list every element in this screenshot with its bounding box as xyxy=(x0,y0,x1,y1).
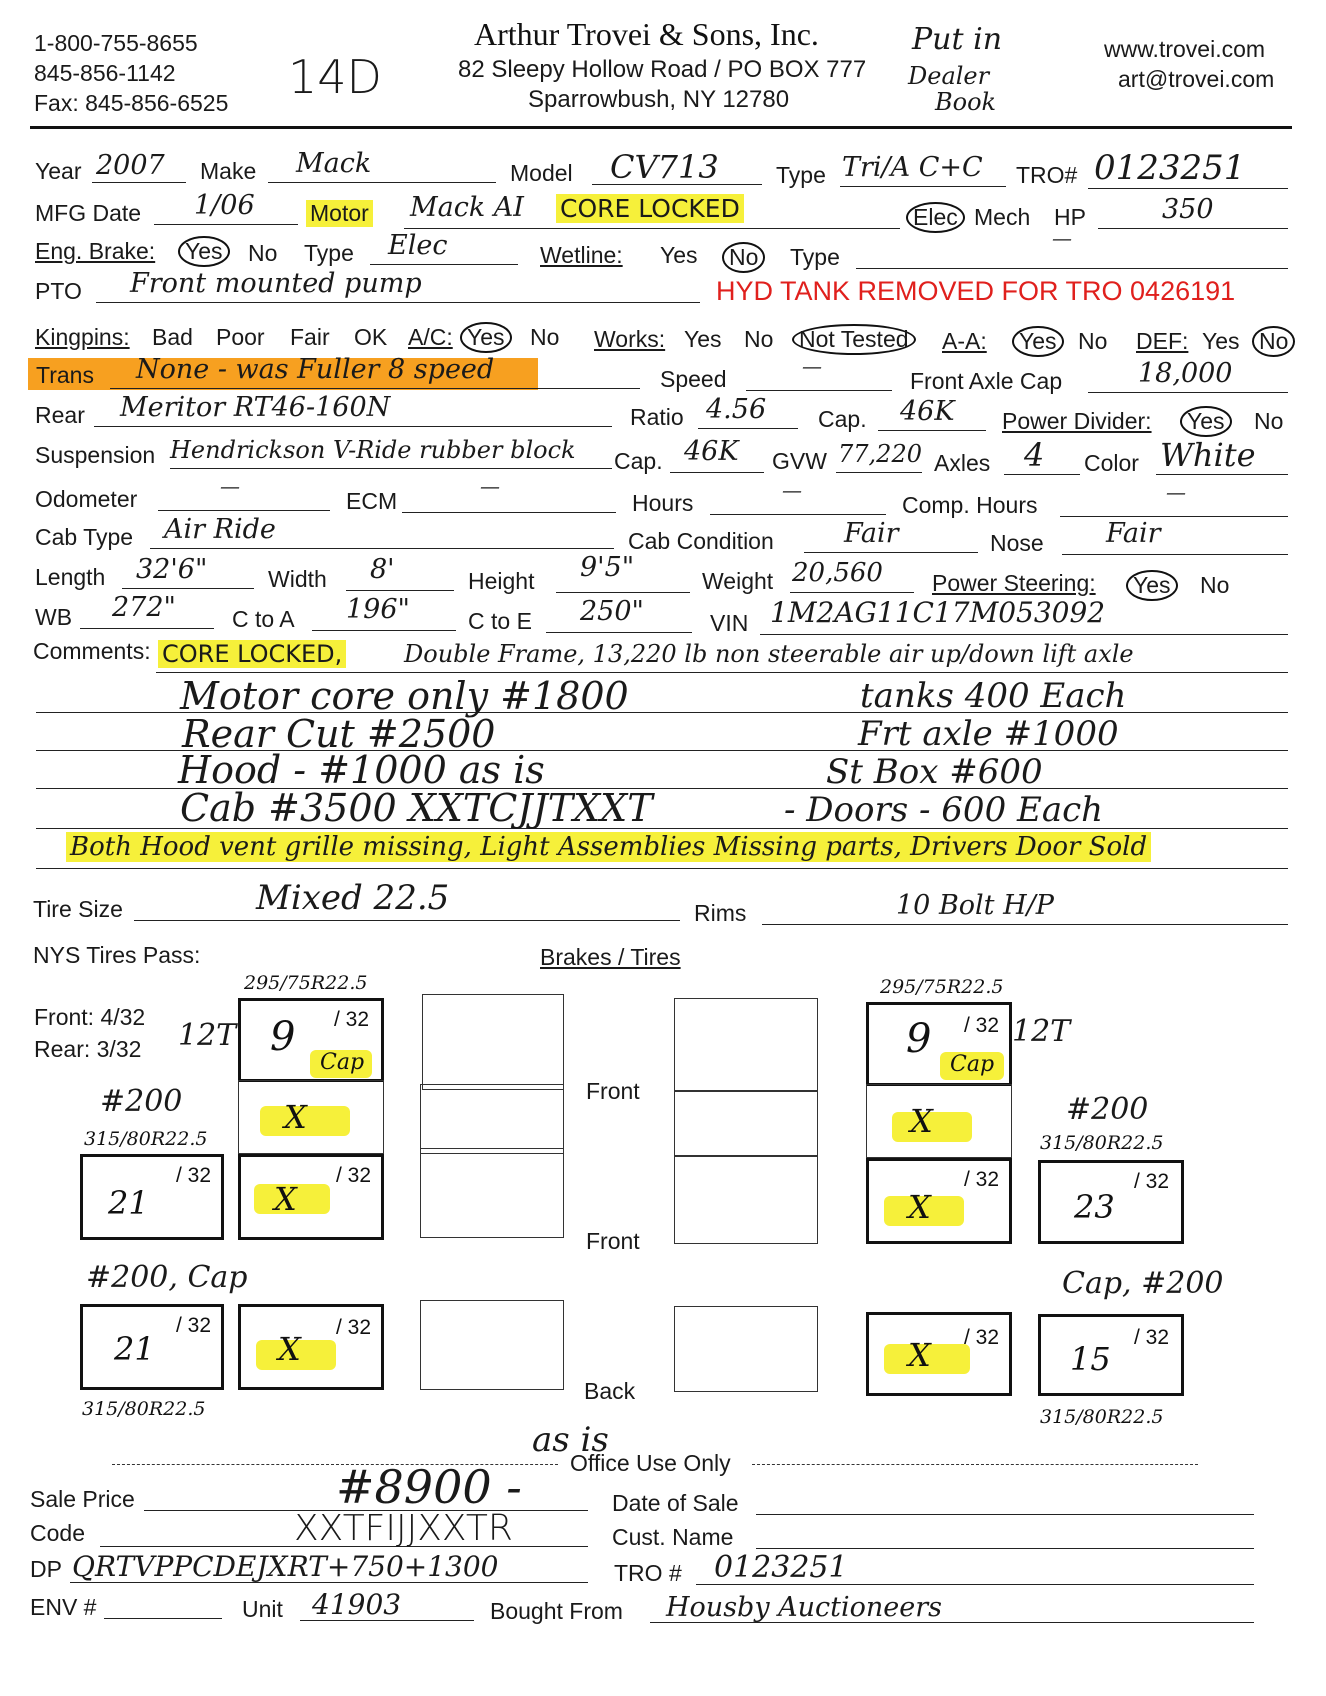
trans-line xyxy=(110,388,640,389)
comment-motor-core: Motor core only #1800 xyxy=(180,674,629,718)
axles-value: 4 xyxy=(1024,436,1045,474)
ratio-label: Ratio xyxy=(630,404,684,430)
comp-hours-value: — xyxy=(1166,480,1186,504)
aa-no: No xyxy=(1078,328,1108,354)
type-label: Type xyxy=(776,162,826,188)
header-divider xyxy=(30,126,1292,129)
center-right-top-box xyxy=(674,998,818,1092)
lf-tire-tread: 9 xyxy=(270,1014,296,1060)
nose-label: Nose xyxy=(990,530,1044,556)
kingpins-label: Kingpins: xyxy=(35,324,130,350)
left-inner-1-per32: / 32 xyxy=(336,1164,372,1187)
front-axle-cap-label: Front Axle Cap xyxy=(910,368,1063,394)
code-value: XXTFIJJXXTR xyxy=(294,1508,513,1549)
power-divider-yes-circled: Yes xyxy=(1180,406,1232,437)
height-line xyxy=(556,592,690,593)
rear-pass-label: Rear: 3/32 xyxy=(34,1036,142,1062)
tro-line xyxy=(1088,188,1288,189)
tire-size-line xyxy=(134,920,680,921)
odometer-value: — xyxy=(220,474,240,498)
stock-code: 14D xyxy=(288,50,382,104)
wb-value: 272" xyxy=(112,592,176,623)
type-line xyxy=(840,186,1006,187)
front-axle-cap-line xyxy=(1088,392,1288,393)
note-dealer: Dealer xyxy=(908,62,990,90)
motor-line xyxy=(404,228,900,229)
power-divider-no: No xyxy=(1254,408,1284,434)
rf-tire-size: 295/75R22.5 xyxy=(880,976,1004,998)
color-value: White xyxy=(1160,436,1256,474)
lf-tire-size: 295/75R22.5 xyxy=(244,972,368,994)
hp-line xyxy=(1098,228,1288,229)
make-line xyxy=(268,182,496,183)
power-divider-label: Power Divider: xyxy=(1002,408,1152,434)
front-pass-label: Front: 4/32 xyxy=(34,1004,146,1030)
phone-number-1: 1-800-755-8655 xyxy=(34,30,198,56)
size-left-2: 315/80R22.5 xyxy=(82,1398,206,1420)
comments-label: Comments: xyxy=(33,638,151,664)
email: art@trovei.com xyxy=(1118,66,1275,92)
length-label: Length xyxy=(35,564,106,590)
brakes-tires-label: Brakes / Tires xyxy=(540,944,681,970)
kingpins-poor: Poor xyxy=(216,324,265,350)
left-inner-2-per32: / 32 xyxy=(336,1316,372,1339)
cab-type-label: Cab Type xyxy=(35,524,134,550)
comment-st-box: St Box #600 xyxy=(826,752,1043,792)
wetline-type-line xyxy=(856,268,1288,269)
left-outer-tire-2-tread: 21 xyxy=(114,1330,155,1368)
pto-line xyxy=(96,302,700,303)
eng-brake-yes-circled: Yes xyxy=(178,236,230,267)
env-label: ENV # xyxy=(30,1594,97,1620)
cab-condition-line xyxy=(804,552,978,553)
left-outer-tire-1-tread: 21 xyxy=(108,1184,149,1222)
trans-label: Trans xyxy=(36,362,94,388)
ecm-label: ECM xyxy=(346,488,398,514)
wb-label: WB xyxy=(35,604,73,630)
comment-tanks: tanks 400 Each xyxy=(860,676,1127,716)
sale-price-value: #8900 - xyxy=(336,1460,522,1514)
rf-per32: / 32 xyxy=(964,1014,1000,1037)
tro-label: TRO# xyxy=(1016,162,1078,188)
works-not-tested-circled: Not Tested xyxy=(792,324,916,355)
tro-hash-value: 0123251 xyxy=(714,1550,848,1585)
rear-cap-label: Cap. xyxy=(818,406,867,432)
center-left-drive-box xyxy=(420,1148,564,1238)
vin-value: 1M2AG11C17M053092 xyxy=(770,596,1106,629)
left-inner-tire-1-x: X xyxy=(274,1180,297,1218)
tire-size-value: Mixed 22.5 xyxy=(256,878,450,918)
height-label: Height xyxy=(468,568,535,594)
color-line xyxy=(1156,474,1288,475)
unit-value: 41903 xyxy=(312,1588,402,1621)
eng-brake-type-label: Type xyxy=(304,240,354,266)
cab-condition-value: Fair xyxy=(844,518,899,549)
left-inner-tire-2-x: X xyxy=(278,1330,301,1368)
wetline-yes: Yes xyxy=(660,242,698,268)
kingpins-ok: OK xyxy=(354,324,388,350)
comp-hours-line xyxy=(1060,516,1288,517)
nose-line xyxy=(1062,554,1288,555)
ratio-line xyxy=(698,428,798,429)
suspension-cap-label: Cap. xyxy=(614,448,663,474)
comment-rear-cut: Rear Cut #2500 xyxy=(182,712,496,756)
sale-note-as-is: as is xyxy=(532,1420,609,1460)
mfg-date-label: MFG Date xyxy=(35,200,142,226)
speed-line xyxy=(746,390,892,391)
suspension-label: Suspension xyxy=(35,442,156,468)
eng-brake-type-value: Elec xyxy=(388,230,448,261)
cab-type-value: Air Ride xyxy=(164,514,276,545)
hours-line xyxy=(710,514,886,515)
vin-label: VIN xyxy=(710,610,749,636)
center-left-mid-box xyxy=(420,1084,564,1154)
cab-type-line xyxy=(150,548,614,549)
cab-condition-label: Cab Condition xyxy=(628,528,774,554)
dp-label: DP xyxy=(30,1556,62,1582)
comments-line-1 xyxy=(156,672,1288,673)
fax-number: Fax: 845-856-6525 xyxy=(34,90,229,116)
comment-front-axle: Frt axle #1000 xyxy=(858,714,1119,754)
model-value: CV713 xyxy=(610,148,719,186)
code-label: Code xyxy=(30,1520,85,1546)
aa-label: A-A: xyxy=(942,328,987,354)
company-name: Arthur Trovei & Sons, Inc. xyxy=(474,16,819,52)
right-inner-1-per32: / 32 xyxy=(964,1168,1000,1191)
mfg-date-value: 1/06 xyxy=(194,190,255,221)
rear-label: Rear xyxy=(35,402,85,428)
right-outer-1-per32: / 32 xyxy=(1134,1170,1170,1193)
def-no-circled: No xyxy=(1252,326,1295,357)
wb-line xyxy=(80,628,214,629)
price-right-2: Cap, #200 xyxy=(1062,1266,1224,1301)
speed-value: — xyxy=(802,354,822,378)
odometer-line xyxy=(158,510,330,511)
model-label: Model xyxy=(510,160,573,186)
comp-hours-label: Comp. Hours xyxy=(902,492,1038,518)
lf-cap-note: Cap xyxy=(320,1050,365,1075)
rear-value: Meritor RT46-160N xyxy=(120,392,391,423)
aa-yes-circled: Yes xyxy=(1012,326,1064,357)
motor-core-locked: CORE LOCKED xyxy=(556,194,744,223)
c-to-a-line xyxy=(312,630,456,631)
tire-size-label: Tire Size xyxy=(33,896,123,922)
width-label: Width xyxy=(268,566,327,592)
power-steering-yes-circled: Yes xyxy=(1126,570,1178,601)
make-value: Mack xyxy=(296,148,372,179)
center-right-mid-box xyxy=(674,1090,818,1156)
office-use-label: Office Use Only xyxy=(570,1450,731,1476)
suspension-cap-line xyxy=(670,472,764,473)
kingpins-fair: Fair xyxy=(290,324,330,350)
address-line-1: 82 Sleepy Hollow Road / PO BOX 777 xyxy=(458,56,867,83)
hyd-tank-notice: HYD TANK REMOVED FOR TRO 0426191 xyxy=(716,276,1236,306)
gvw-line xyxy=(836,472,922,473)
tro-value: 0123251 xyxy=(1094,148,1246,188)
right-outer-tire-1-tread: 23 xyxy=(1074,1188,1115,1226)
nys-tires-pass-label: NYS Tires Pass: xyxy=(33,942,201,968)
width-line xyxy=(346,590,454,591)
kingpins-bad: Bad xyxy=(152,324,193,350)
gvw-label: GVW xyxy=(772,448,827,474)
dp-value: QRTVPPCDEJXRT+750+1300 xyxy=(72,1550,499,1583)
size-right-2: 315/80R22.5 xyxy=(1040,1406,1164,1428)
rf-cap-note: Cap xyxy=(950,1052,995,1077)
front-label-1: Front xyxy=(586,1078,640,1104)
elec-circled: Elec xyxy=(906,202,965,233)
color-label: Color xyxy=(1084,450,1139,476)
comments-line-6 xyxy=(36,868,1288,869)
year-line xyxy=(92,182,186,183)
works-yes: Yes xyxy=(684,326,722,352)
center-left-rear-box xyxy=(420,1300,564,1390)
lf-brake-x: X xyxy=(284,1098,307,1136)
eng-brake-no: No xyxy=(248,240,278,266)
center-left-top-box xyxy=(422,994,564,1090)
office-divider-right xyxy=(752,1464,1198,1465)
c-to-e-value: 250" xyxy=(580,596,644,627)
website: www.trovei.com xyxy=(1104,36,1266,62)
comment-line-1: Double Frame, 13,220 lb non steerable air up/down lift axle xyxy=(404,640,1134,668)
right-outer-tire-2-tread: 15 xyxy=(1070,1340,1111,1378)
axles-label: Axles xyxy=(934,450,991,476)
vin-line xyxy=(760,634,1288,635)
def-label: DEF: xyxy=(1136,328,1189,354)
power-steering-label: Power Steering: xyxy=(932,570,1096,596)
ac-label: A/C: xyxy=(408,324,453,350)
c-to-a-label: C to A xyxy=(232,606,295,632)
size-right-1: 315/80R22.5 xyxy=(1040,1132,1164,1154)
mech-label: Mech xyxy=(974,204,1031,230)
ac-no: No xyxy=(530,324,560,350)
hp-label: HP xyxy=(1054,204,1086,230)
gvw-value: 77,220 xyxy=(838,440,922,468)
cust-name-line xyxy=(756,1548,1254,1549)
comment-cab: Cab #3500 XXTCJJTXXT xyxy=(180,786,653,830)
size-left-1: 315/80R22.5 xyxy=(84,1128,208,1150)
eng-brake-label: Eng. Brake: xyxy=(35,238,156,264)
left-outer-1-per32: / 32 xyxy=(176,1164,212,1187)
phone-number-2: 845-856-1142 xyxy=(34,60,176,86)
def-yes: Yes xyxy=(1202,328,1240,354)
cust-name-label: Cust. Name xyxy=(612,1524,734,1550)
nose-value: Fair xyxy=(1106,518,1161,549)
pto-label: PTO xyxy=(35,278,82,304)
address-line-2: Sparrowbush, NY 12780 xyxy=(528,86,790,113)
rear-cap-value: 46K xyxy=(900,396,955,427)
hours-value: — xyxy=(782,478,802,502)
suspension-line xyxy=(170,468,612,469)
env-line xyxy=(104,1618,222,1619)
hp-value: 350 xyxy=(1162,194,1214,225)
comment-missing-parts: Both Hood vent grille missing, Light Assemblies Missing parts, Drivers Door Sold xyxy=(66,832,1151,862)
comment-doors: - Doors - 600 Each xyxy=(784,790,1104,830)
bought-from-label: Bought From xyxy=(490,1598,623,1624)
price-right-1: #200 xyxy=(1066,1092,1149,1127)
motor-label: Motor xyxy=(306,200,373,227)
wetline-type-value: — xyxy=(1052,226,1072,250)
c-to-e-label: C to E xyxy=(468,608,532,634)
ratio-value: 4.56 xyxy=(706,394,767,425)
price-left-2: #200, Cap xyxy=(86,1260,248,1295)
pto-value: Front mounted pump xyxy=(130,268,422,299)
rf-tire-tread: 9 xyxy=(906,1016,932,1062)
hours-label: Hours xyxy=(632,490,694,516)
rf-tire-note: 12T xyxy=(1012,1014,1071,1049)
length-value: 32'6" xyxy=(136,554,208,585)
motor-value: Mack AI xyxy=(410,192,524,223)
comment-core-locked: CORE LOCKED, xyxy=(158,640,346,668)
weight-label: Weight xyxy=(702,568,774,594)
speed-label: Speed xyxy=(660,366,727,392)
weight-line xyxy=(790,592,914,593)
rear-line xyxy=(94,426,612,427)
front-axle-cap-value: 18,000 xyxy=(1138,358,1233,389)
c-to-a-value: 196" xyxy=(346,594,410,625)
wetline-type-label: Type xyxy=(790,244,840,270)
date-of-sale-label: Date of Sale xyxy=(612,1490,739,1516)
rims-label: Rims xyxy=(694,900,747,926)
height-value: 9'5" xyxy=(580,552,635,583)
ac-yes-circled: Yes xyxy=(460,322,512,353)
trans-value: None - was Fuller 8 speed xyxy=(136,354,495,385)
suspension-value: Hendrickson V-Ride rubber block xyxy=(170,436,576,464)
sale-price-label: Sale Price xyxy=(30,1486,135,1512)
right-outer-2-per32: / 32 xyxy=(1134,1326,1170,1349)
center-right-drive-box xyxy=(674,1156,818,1244)
year-label: Year xyxy=(35,158,82,184)
weight-value: 20,560 xyxy=(792,558,883,588)
right-inner-tire-1-x: X xyxy=(908,1188,931,1226)
bought-from-value: Housby Auctioneers xyxy=(666,1592,943,1623)
suspension-cap-value: 46K xyxy=(684,436,739,467)
right-inner-tire-2-x: X xyxy=(908,1336,931,1374)
mfg-date-line xyxy=(154,224,298,225)
unit-label: Unit xyxy=(242,1596,283,1622)
ecm-line xyxy=(402,512,616,513)
date-of-sale-line xyxy=(756,1514,1254,1515)
right-inner-2-per32: / 32 xyxy=(964,1326,1000,1349)
width-value: 8' xyxy=(370,554,395,585)
left-outer-2-per32: / 32 xyxy=(176,1314,212,1337)
works-label: Works: xyxy=(594,326,666,352)
c-to-e-line xyxy=(546,632,692,633)
works-no: No xyxy=(744,326,774,352)
tro-hash-label: TRO # xyxy=(614,1560,682,1586)
make-label: Make xyxy=(200,158,257,184)
back-label: Back xyxy=(584,1378,636,1404)
comment-hood: Hood - #1000 as is xyxy=(178,748,545,792)
center-right-rear-box xyxy=(674,1306,818,1392)
wetline-no-circled: No xyxy=(722,242,765,273)
odometer-label: Odometer xyxy=(35,486,138,512)
axles-line xyxy=(1004,474,1080,475)
rims-value: 10 Bolt H/P xyxy=(896,890,1054,921)
note-book: Book xyxy=(935,88,997,116)
rims-line xyxy=(762,924,1288,925)
lf-per32: / 32 xyxy=(334,1008,370,1031)
wetline-label: Wetline: xyxy=(540,242,623,268)
lf-tire-note: 12T xyxy=(178,1018,237,1053)
eng-brake-type-line xyxy=(370,264,518,265)
length-line xyxy=(122,588,254,589)
type-value: Tri/A C+C xyxy=(842,152,983,183)
power-steering-no: No xyxy=(1200,572,1230,598)
front-label-2: Front xyxy=(586,1228,640,1254)
rf-brake-x: X xyxy=(910,1102,933,1140)
rear-cap-line xyxy=(878,430,986,431)
price-left-1: #200 xyxy=(100,1084,183,1119)
note-put-in: Put in xyxy=(912,22,1003,57)
year-value: 2007 xyxy=(96,150,165,181)
ecm-value: — xyxy=(480,474,500,498)
